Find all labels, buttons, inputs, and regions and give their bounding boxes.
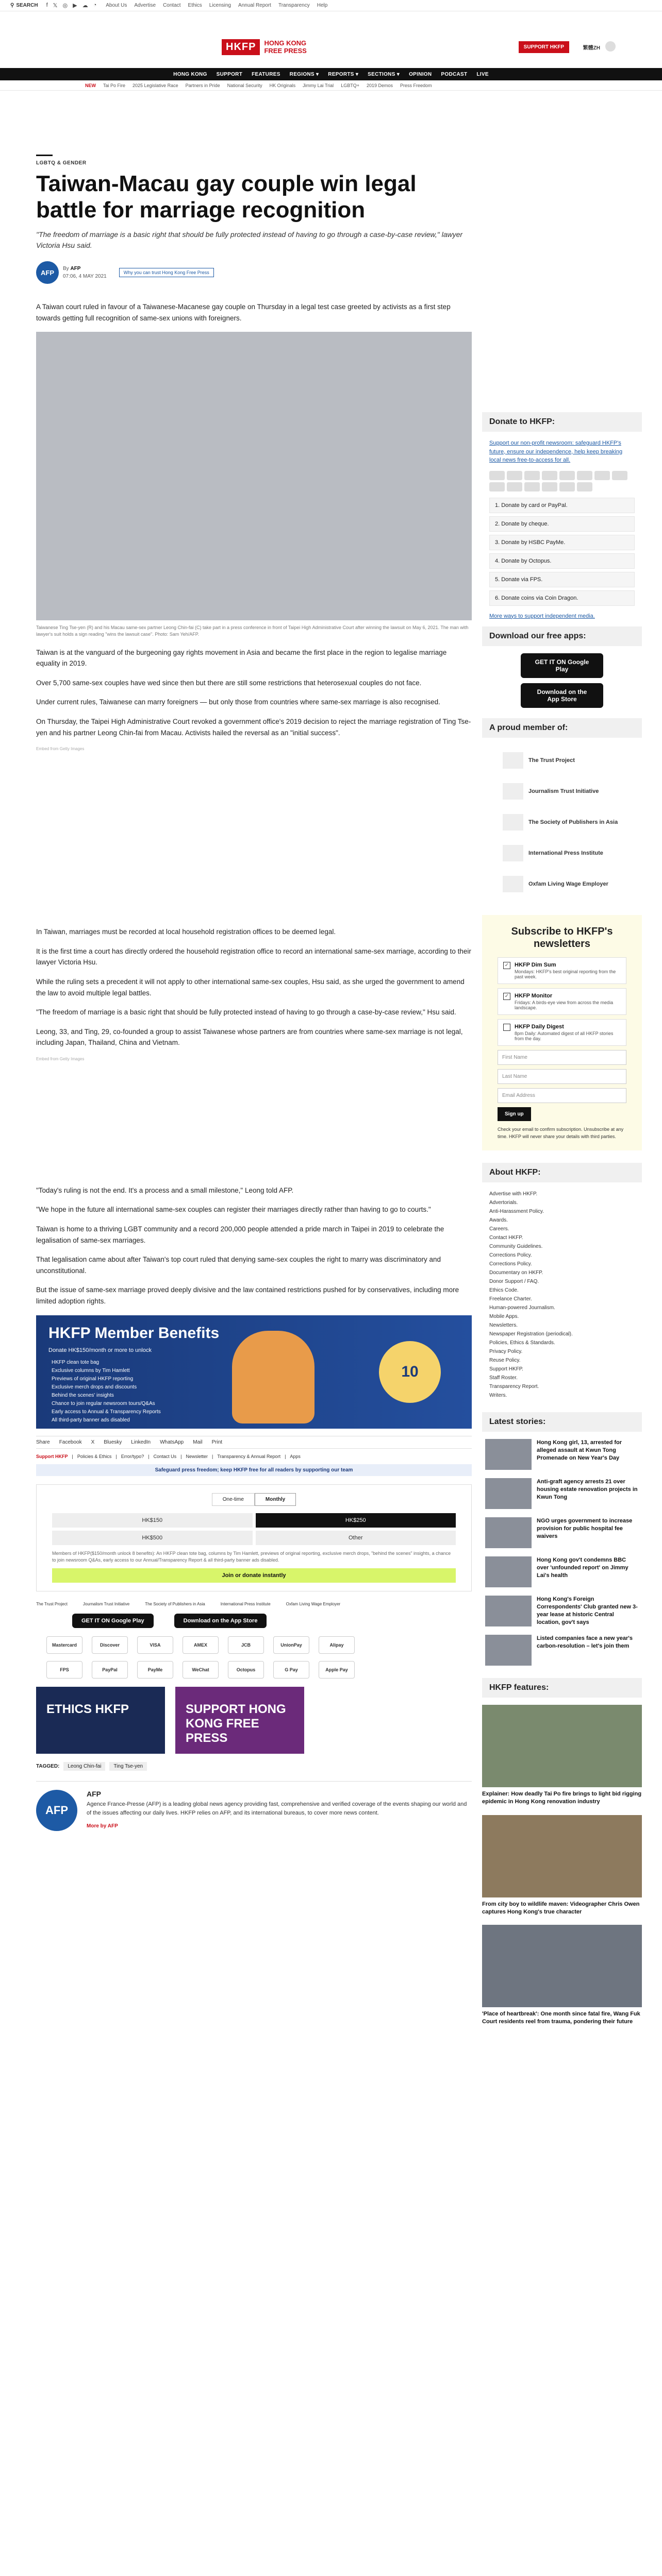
feature-image xyxy=(482,1705,642,1787)
app-download-row xyxy=(72,1614,472,1628)
article-category[interactable]: LGBTQ & GENDER xyxy=(36,155,53,166)
nav-item[interactable]: REGIONS ▾ xyxy=(289,71,319,77)
footer-link[interactable]: Newsletter xyxy=(186,1453,208,1459)
story-item[interactable]: Hong Kong's Foreign Correspondents' Club granted new 3-year lease at historic Central location, gov't says xyxy=(485,1596,639,1626)
story-item[interactable]: Hong Kong gov't condemns BBC over 'unfounded report' on Jimmy Lai's health xyxy=(485,1556,639,1587)
about-link[interactable]: Privacy Policy. xyxy=(489,1349,523,1354)
newsletter-option[interactable]: HKFP Daily Digest 8pm Daily: Automated digest of all HKFP stories from the day. xyxy=(498,1019,626,1046)
payment-logo: UnionPay xyxy=(273,1636,309,1654)
latest-heading: Latest stories: xyxy=(482,1412,642,1432)
google-play-button[interactable]: GET IT ON Google Play xyxy=(72,1614,154,1628)
member-logo[interactable]: Journalism Trust Initiative xyxy=(82,1601,130,1606)
about-link[interactable]: Advertorials. xyxy=(489,1200,518,1206)
promo-heading: HKFP Member Benefits xyxy=(48,1324,220,1342)
payment-logo: AMEX xyxy=(183,1636,219,1654)
anniversary-badge: 10 xyxy=(379,1341,441,1403)
promo-banners xyxy=(36,1687,472,1754)
payment-logo: PayMe xyxy=(137,1661,173,1679)
tags xyxy=(36,1762,472,1771)
card-logos xyxy=(482,471,642,492)
card-logo xyxy=(559,482,575,492)
article-body xyxy=(36,301,472,1307)
about-link[interactable]: Corrections Policy. xyxy=(489,1261,532,1267)
utility-bar xyxy=(0,0,662,11)
paragraph: Taiwan is home to a thriving LGBT community and a record 200,000 people attended a pride march in Taipei in 2019 to celebrate the legalisation of same-sex marriages. xyxy=(36,1225,444,1244)
trending-link[interactable]: Jimmy Lai Trial xyxy=(303,82,334,88)
frequency-toggle xyxy=(52,1493,456,1506)
payment-logo: Octopus xyxy=(228,1661,264,1679)
payment-logo: JCB xyxy=(228,1636,264,1654)
site-logo[interactable] xyxy=(222,39,307,55)
promo-subheading: Donate HK$150/month or more to unlock xyxy=(48,1347,152,1353)
share-whatsapp[interactable]: WhatsApp xyxy=(160,1439,184,1445)
about-link[interactable]: Corrections Policy. xyxy=(489,1252,532,1258)
payment-logo: Alipay xyxy=(319,1636,355,1654)
bluesky-icon[interactable]: ☁ xyxy=(82,3,88,9)
footer-link[interactable]: Apps xyxy=(290,1453,301,1459)
trending-link[interactable]: National Security xyxy=(227,82,262,88)
share-bluesky[interactable]: Bluesky xyxy=(104,1439,122,1445)
getty-embed xyxy=(36,1066,472,1185)
utility-links xyxy=(106,3,327,8)
payment-logo: Discover xyxy=(92,1636,128,1654)
paragraph: That legalisation came about after Taiwan's top court ruled that denying same-sex couples the right to marry was discriminatory and unconstitutional. xyxy=(36,1256,441,1275)
story-thumbnail xyxy=(485,1596,532,1626)
search-toggle[interactable]: ⚲ SEARCH xyxy=(10,3,38,8)
card-logo xyxy=(489,482,505,492)
checkbox-checked[interactable]: ✓ xyxy=(503,962,510,969)
member-list xyxy=(482,745,642,900)
trending-link[interactable]: LGBTQ+ xyxy=(341,82,359,88)
utility-link[interactable]: About Us xyxy=(106,3,127,8)
member-logo[interactable]: Oxfam Living Wage Employer xyxy=(286,1601,341,1606)
photo-caption: Taiwanese Ting Tse-yen (R) and his Macau same-sex partner Leong Chin-fai (C) take part in a press conference in front of Taipei High Administrative Court after winning the lawsuit on May 6, 2021. The man with lawyer's suit holds a sign reading "wins the lawsuit case". Photo: Sam Yeh/AFP. xyxy=(36,625,469,637)
x-icon[interactable]: 𝕏 xyxy=(53,3,58,9)
card-logo xyxy=(507,482,522,492)
about-link[interactable]: Newspaper Registration (periodical). xyxy=(489,1331,573,1337)
member-logo xyxy=(503,876,523,892)
payment-logo: PayPal xyxy=(92,1661,128,1679)
monthly-option[interactable]: Monthly xyxy=(255,1493,296,1506)
member-item[interactable]: Journalism Trust Initiative xyxy=(503,776,621,807)
donate-option[interactable]: 4. Donate by Octopus. xyxy=(489,553,635,569)
latest-stories xyxy=(482,1439,642,1666)
sidebar xyxy=(482,412,642,2035)
user-account-icon[interactable] xyxy=(605,41,616,52)
donation-form xyxy=(36,1484,472,1591)
donate-option[interactable]: 2. Donate by cheque. xyxy=(489,516,635,532)
share-facebook[interactable]: Facebook xyxy=(59,1439,82,1445)
trending-link[interactable]: Tai Po Fire xyxy=(103,82,126,88)
story-thumbnail xyxy=(485,1635,532,1666)
getty-embed-label: Embed from Getty Images xyxy=(36,747,85,752)
publish-date: 07:06, 4 MAY 2021 xyxy=(63,274,107,280)
paragraph: But the issue of same-sex marriage proved deeply divisive and the law contained restrictions pushed for by conservatives, including more limited adoption rights. xyxy=(36,1286,459,1306)
member-logo xyxy=(503,814,523,831)
utility-link[interactable]: Annual Report xyxy=(238,3,271,8)
about-link[interactable]: Community Guidelines. xyxy=(489,1244,543,1249)
safeguard-banner[interactable]: Safeguard press freedom; keep HKFP free for all readers by supporting our team xyxy=(36,1464,472,1476)
about-link[interactable]: Advertise with HKFP. xyxy=(489,1191,538,1197)
about-link[interactable]: Reuse Policy. xyxy=(489,1358,521,1363)
member-logo[interactable]: International Press Institute xyxy=(220,1601,271,1606)
share-mail[interactable]: Mail xyxy=(193,1439,203,1445)
checkbox-checked[interactable]: ✓ xyxy=(503,993,510,1000)
about-link[interactable]: Donor Support / FAQ. xyxy=(489,1279,539,1284)
nav-item[interactable]: SECTIONS ▾ xyxy=(368,71,400,77)
author-bio-text: Agence France-Presse (AFP) is a leading global news agency providing fast, comprehensive and verified coverage of the events shaping our world and of the issues affecting our daily lives. HKFP relies on AFP, and its international bureaus, to cover more news content. xyxy=(87,1801,467,1817)
card-logo xyxy=(524,482,540,492)
features-heading: HKFP features: xyxy=(482,1678,642,1698)
about-link[interactable]: Writers. xyxy=(489,1393,507,1398)
rss-icon[interactable]: ◔ xyxy=(93,2,97,8)
instagram-icon[interactable]: ◎ xyxy=(62,3,68,9)
author-bio-name[interactable]: AFP xyxy=(87,1789,101,1798)
paragraph: In Taiwan, marriages must be recorded at local household registration offices to be deemed legal. xyxy=(36,928,336,936)
member-logo xyxy=(503,845,523,861)
amount-option[interactable]: HK$500 xyxy=(52,1531,253,1545)
utility-link[interactable]: Advertise xyxy=(134,3,156,8)
member-item[interactable]: International Press Institute xyxy=(503,838,621,869)
about-link[interactable]: Freelance Charter. xyxy=(489,1296,532,1302)
share-bar xyxy=(36,1436,472,1449)
about-link[interactable]: Policies, Ethics & Standards. xyxy=(489,1340,555,1346)
footer-link[interactable]: Error/typo? xyxy=(121,1453,144,1459)
member-item[interactable]: Oxfam Living Wage Employer xyxy=(503,869,621,900)
card-logo xyxy=(489,471,505,480)
trending-link[interactable]: 2025 Legislative Race xyxy=(133,82,178,88)
trending-link[interactable]: 2019 Demos xyxy=(366,82,393,88)
utility-link[interactable]: Contact xyxy=(163,3,181,8)
main-nav xyxy=(0,68,662,80)
utility-link[interactable]: Licensing xyxy=(209,3,231,8)
sidebar-apps xyxy=(482,653,642,708)
support-hkfp-button[interactable]: SUPPORT HKFP xyxy=(519,41,569,53)
card-logo xyxy=(577,482,592,492)
newsletter-option[interactable]: ✓ HKFP Dim Sum Mondays: HKFP's best original reporting from the past week. xyxy=(498,957,626,984)
newsletter-signup xyxy=(482,915,642,1150)
story-thumbnail xyxy=(485,1556,532,1587)
member-logo[interactable]: The Society of Publishers in Asia xyxy=(145,1601,205,1606)
one-time-option[interactable]: One-time xyxy=(212,1493,255,1506)
trending-link[interactable]: Press Freedom xyxy=(400,82,432,88)
nav-item[interactable]: HONG KONG xyxy=(173,71,207,77)
nav-item[interactable]: FEATURES xyxy=(252,71,280,77)
member-logo xyxy=(503,783,523,800)
facebook-icon[interactable]: f xyxy=(46,2,48,8)
language-switch[interactable]: 繁體ZH xyxy=(583,45,600,51)
utility-link[interactable]: Transparency xyxy=(278,3,310,8)
social-links xyxy=(46,2,97,9)
paragraph: Taiwan is at the vanguard of the burgeoning gay rights movement in Asia and became the first place in the region to legalise marriage equality in 2019. xyxy=(36,648,447,668)
nav-item[interactable]: OPINION xyxy=(409,71,432,77)
utility-link[interactable]: Ethics xyxy=(188,3,202,8)
about-link[interactable]: Human-powered Journalism. xyxy=(489,1305,555,1311)
paragraph: A Taiwan court ruled in favour of a Taiwanese-Macanese gay couple on Thursday in a legal test case greeted by activists as a first step towards getting full recognition of same-sex unions with foreigners. xyxy=(36,303,451,322)
about-link[interactable]: Careers. xyxy=(489,1226,509,1232)
signup-button[interactable]: Sign up xyxy=(498,1107,531,1121)
paragraph: "We hope in the future all international same-sex couples can register their marriages directly rather than having to go to courts." xyxy=(36,1206,431,1214)
donate-option[interactable]: 6. Donate coins via Coin Dragon. xyxy=(489,590,635,606)
app-store-button[interactable]: Download on the App Store xyxy=(174,1614,267,1628)
last-name-field[interactable]: Last Name xyxy=(498,1069,626,1084)
about-link[interactable]: Contact HKFP. xyxy=(489,1235,523,1241)
amount-option-other[interactable]: Other xyxy=(256,1531,456,1545)
nav-item[interactable]: LIVE xyxy=(476,71,489,77)
card-logo xyxy=(524,471,540,480)
trending-bar xyxy=(0,80,662,91)
about-link[interactable]: Ethics Code. xyxy=(489,1287,519,1293)
author-avatar[interactable]: AFP xyxy=(36,261,59,284)
paragraph: Under current rules, Taiwanese can marry foreigners — but only those from countries where same-sex marriage is also recognised. xyxy=(36,698,440,706)
nav-item[interactable]: PODCAST xyxy=(441,71,468,77)
share-linkedin[interactable]: LinkedIn xyxy=(131,1439,151,1445)
more-by-author-link[interactable]: More by AFP xyxy=(87,1823,118,1829)
about-link[interactable]: Transparency Report. xyxy=(489,1384,539,1389)
feature-item[interactable]: 'Place of heartbreak': One month since fatal fire, Wang Fuk Court residents reel from trauma, pondering their future xyxy=(482,1925,642,2026)
member-item[interactable]: The Trust Project xyxy=(503,745,621,776)
feature-item[interactable]: Explainer: How deadly Tai Po fire brings to light bid rigging epidemic in Hong Kong renovation industry xyxy=(482,1705,642,1806)
about-link[interactable]: Anti-Harassment Policy. xyxy=(489,1209,544,1214)
story-item[interactable]: Hong Kong girl, 13, arrested for alleged assault at Kwun Tong Promenade on New Year's Day xyxy=(485,1439,639,1470)
donate-option[interactable]: 1. Donate by card or PayPal. xyxy=(489,498,635,513)
amount-option[interactable]: HK$150 xyxy=(52,1513,253,1528)
article xyxy=(36,155,472,1831)
support-banner[interactable]: SUPPORT HONG KONG FREE PRESS xyxy=(175,1687,304,1754)
share-print[interactable]: Print xyxy=(211,1439,223,1445)
trending-link[interactable]: HK Originals xyxy=(269,82,296,88)
paragraph: Leong, 33, and Ting, 29, co-founded a group to assist Taiwanese whose partners are from countries where same-sex marriage is not legal, including Japan, Thailand, China and Vietnam. xyxy=(36,1027,463,1047)
search-icon: ⚲ xyxy=(10,3,14,8)
about-heading: About HKFP: xyxy=(482,1163,642,1182)
nav-item[interactable]: REPORTS ▾ xyxy=(328,71,359,77)
card-logo xyxy=(559,471,575,480)
payment-logo: WeChat xyxy=(183,1661,219,1679)
about-link[interactable]: Newsletters. xyxy=(489,1323,518,1328)
card-logo xyxy=(507,471,522,480)
footer-link[interactable]: Support HKFP xyxy=(36,1453,68,1459)
new-label: NEW xyxy=(85,82,96,88)
promo-benefits: HKFP clean tote bag Exclusive columns by Tim Hamlett Previews of original HKFP reporting Exclusive merch drops and discounts Behind the scenes' insights Chance to join regular newsroom tours/Q&As Early access to Annual & Transparency Reports All third-party banner ads disabled xyxy=(52,1359,161,1423)
member-heading: A proud member of: xyxy=(482,718,642,738)
story-item[interactable]: Anti-graft agency arrests 21 over housing estate renovation projects in Kwun Tong xyxy=(485,1478,639,1509)
mascot-image xyxy=(232,1331,315,1423)
first-name-field[interactable]: First Name xyxy=(498,1050,626,1065)
payment-logo: FPS xyxy=(46,1661,82,1679)
donate-heading: Donate to HKFP: xyxy=(482,412,642,432)
about-link[interactable]: Mobile Apps. xyxy=(489,1314,519,1319)
card-logo xyxy=(594,471,610,480)
member-logo xyxy=(503,752,523,769)
about-link[interactable]: Awards. xyxy=(489,1217,508,1223)
byline-meta: By AFP 07:06, 4 MAY 2021 xyxy=(63,266,107,280)
share-x[interactable]: X xyxy=(91,1439,95,1445)
footer-link[interactable]: Transparency & Annual Report xyxy=(217,1453,281,1459)
checkbox[interactable] xyxy=(503,1024,510,1031)
donate-option[interactable]: 3. Donate by HSBC PayMe. xyxy=(489,535,635,550)
article-dek: "The freedom of marriage is a basic right that should be fully protected instead of having to go through a case-by-case review," lawyer Victoria Hsu said. xyxy=(36,230,463,250)
logo-mark: HKFP xyxy=(222,39,260,55)
story-thumbnail xyxy=(485,1439,532,1470)
logo-wordmark: HONG KONG FREE PRESS xyxy=(264,39,307,55)
donate-option[interactable]: 5. Donate via FPS. xyxy=(489,572,635,587)
google-play-button[interactable]: GET IT ON Google Play xyxy=(521,653,603,678)
newsletter-option[interactable]: ✓ HKFP Monitor Fridays: A birds-eye view from across the media landscape. xyxy=(498,988,626,1015)
join-donate-button[interactable]: Join or donate instantly xyxy=(52,1568,456,1583)
about-link[interactable]: Support HKFP. xyxy=(489,1366,523,1372)
newsletter-heading: Subscribe to HKFP's newsletters xyxy=(511,926,613,950)
story-item[interactable]: Listed companies face a new year's carbon-resolution – let's join them xyxy=(485,1635,639,1666)
paragraph: While the ruling sets a precedent it will not apply to other international same-sex couples, Hsu said, as she urged the government to amend the law to avoid multiple legal battles. xyxy=(36,977,465,997)
email-field[interactable]: Email Address xyxy=(498,1088,626,1103)
paragraph: Over 5,700 same-sex couples have wed since then but there are still some restrictions that heterosexual couples do not face. xyxy=(36,679,422,687)
donation-note: Members of HKFP($150/month unlock 8 benefits): An HKFP clean tote bag, columns by Tim Hamlett, previews of original reporting, exclusive merch drops, "behind the scenes" insights, a chance to join newsroom Q&As, early access to our Annual/Transparency Report & all third-party banner ads disabled. xyxy=(52,1550,451,1563)
payment-methods xyxy=(46,1636,472,1679)
trending-link[interactable]: Partners in Pride xyxy=(185,82,220,88)
youtube-icon[interactable]: ▶ xyxy=(73,3,77,9)
paragraph: "Today's ruling is not the end. It's a process and a small milestone," Leong told AFP. xyxy=(36,1186,294,1194)
member-benefits-banner[interactable] xyxy=(36,1315,472,1429)
payment-logo: G Pay xyxy=(273,1661,309,1679)
site-header xyxy=(0,11,662,68)
tag[interactable]: Leong Chin-fai xyxy=(63,1762,105,1771)
about-list xyxy=(482,1190,642,1400)
trust-link[interactable]: Why you can trust Hong Kong Free Press xyxy=(119,268,214,277)
byline xyxy=(36,261,472,284)
newsletter-note: Check your email to confirm subscription. Unsubscribe at any time. HKFP will never share your details with third parties. xyxy=(498,1127,624,1139)
feature-image xyxy=(482,1925,642,2007)
more-ways: More ways to support independent media. xyxy=(489,613,595,619)
nav-item[interactable]: SUPPORT xyxy=(216,71,243,77)
card-logo xyxy=(542,482,557,492)
member-item[interactable]: The Society of Publishers in Asia xyxy=(503,807,621,838)
card-logo xyxy=(577,471,592,480)
feature-image xyxy=(482,1815,642,1897)
story-thumbnail xyxy=(485,1478,532,1509)
card-logo xyxy=(612,471,627,480)
app-store-button[interactable]: Download on the App Store xyxy=(521,683,603,708)
tags-label: TAGGED: xyxy=(36,1763,60,1769)
donate-options xyxy=(482,498,642,606)
story-item[interactable]: NGO urges government to increase provision for public hospital fee waivers xyxy=(485,1517,639,1548)
article-title: Taiwan-Macau gay couple win legal battle for marriage recognition xyxy=(36,171,417,223)
paragraph: On Thursday, the Taipei High Administrative Court revoked a government office's 2019 decision to reject the marriage registration of Ting Tse-yen and his partner Leong Chin-fai from Macau. Activists hailed the reversal as an "initial success". xyxy=(36,717,471,737)
amount-options xyxy=(52,1513,456,1545)
author-bio xyxy=(36,1781,472,1831)
getty-embed xyxy=(36,756,472,926)
author-name[interactable]: AFP xyxy=(70,266,81,272)
card-logo xyxy=(542,471,557,480)
about-link[interactable]: Documentary on HKFP. xyxy=(489,1270,543,1276)
article-footer-links: Support HKFP | Policies & Ethics | Error/typo? | Contact Us | Newsletter | Transparency & Annual Report | Apps xyxy=(36,1453,301,1459)
paragraph: "The freedom of marriage is a basic right that should be fully protected instead of having to go through a case-by-case review," Hsu said. xyxy=(36,1008,456,1016)
about-link[interactable]: Staff Roster. xyxy=(489,1375,518,1381)
author-bio-avatar[interactable]: AFP xyxy=(36,1790,77,1831)
getty-embed-label: Embed from Getty Images xyxy=(36,1056,85,1061)
payment-logo: Mastercard xyxy=(46,1636,82,1654)
story-thumbnail xyxy=(485,1517,532,1548)
utility-link[interactable]: Help xyxy=(317,3,328,8)
amount-option-selected[interactable]: HK$250 xyxy=(256,1513,456,1528)
apps-heading: Download our free apps: xyxy=(482,626,642,646)
article-photo xyxy=(36,332,472,620)
member-logos xyxy=(36,1602,472,1606)
member-logo[interactable]: The Trust Project xyxy=(36,1601,68,1606)
paragraph: It is the first time a court has directly ordered the household registration office to record an international same-sex marriage, according to their lawyer Victoria Hsu. xyxy=(36,947,471,967)
ethics-banner[interactable]: ETHICS HKFP xyxy=(36,1687,165,1754)
payment-logo: Apple Pay xyxy=(319,1661,355,1679)
donate-blurb: Support our non-profit newsroom: safeguard HKFP's future, ensure our independence, help keep breaking local news free-to-access for all. xyxy=(489,440,623,463)
tag[interactable]: Ting Tse-yen xyxy=(109,1762,147,1771)
payment-logo: VISA xyxy=(137,1636,173,1654)
footer-link[interactable]: Policies & Ethics xyxy=(77,1453,112,1459)
share-link[interactable]: Share xyxy=(36,1439,50,1445)
footer-link[interactable]: Contact Us xyxy=(153,1453,177,1459)
feature-item[interactable]: From city boy to wildlife maven: Videographer Chris Owen captures Hong Kong's true character xyxy=(482,1815,642,1916)
